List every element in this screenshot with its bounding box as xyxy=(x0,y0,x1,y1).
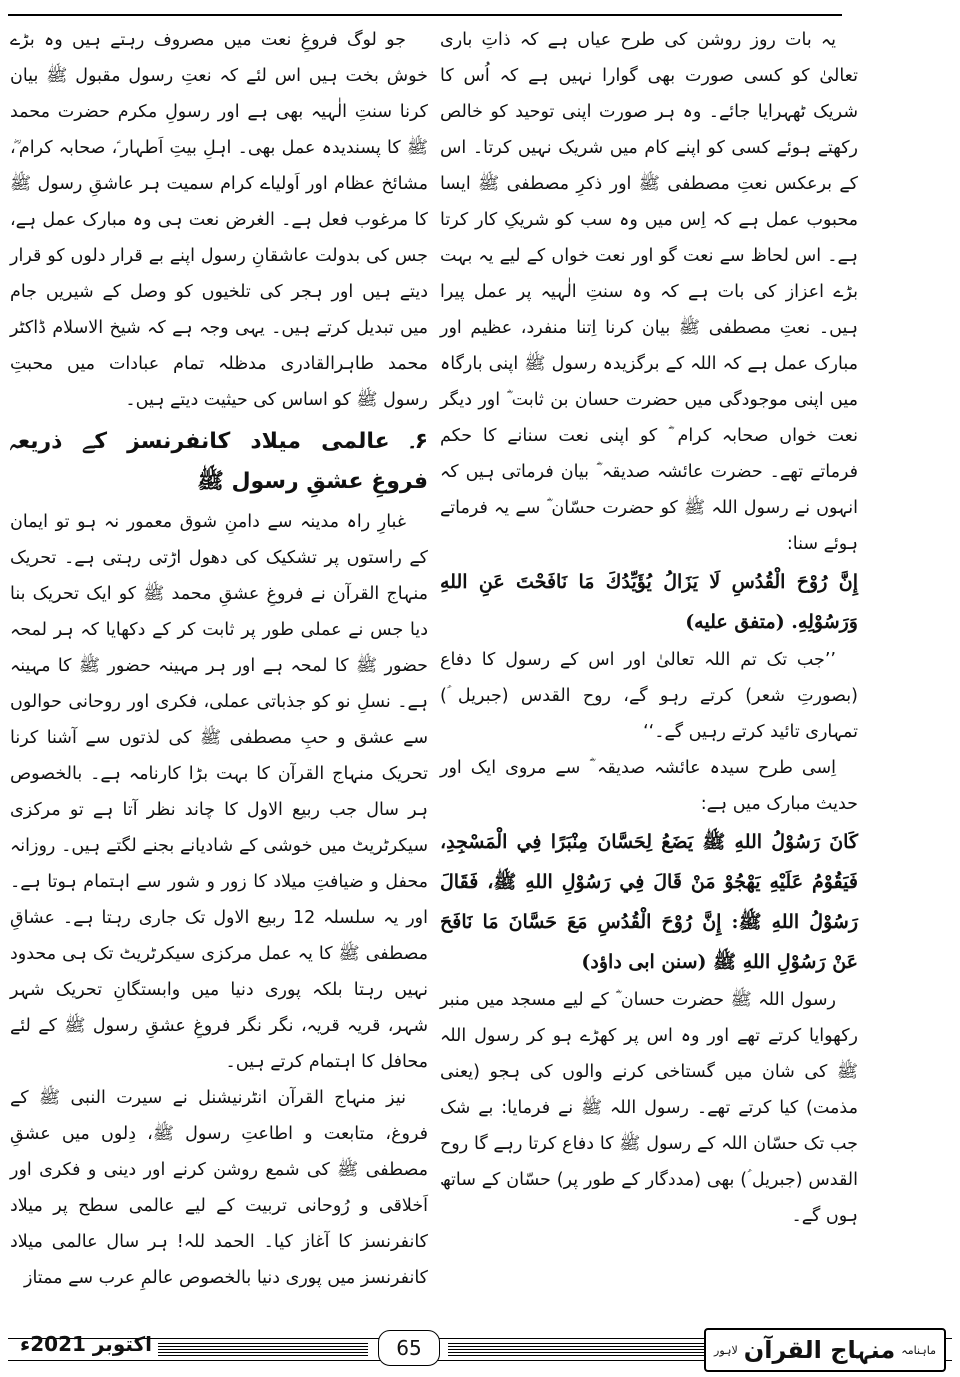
paragraph: یہ بات روز روشن کی طرح عیاں ہے کہ ذاتِ باری تعالیٰ کو کسی صورت بھی گوارا نہیں ہے کہ اُس کا شریک ٹھہرایا جائے۔ وہ ہر صورت اپنی توحید کو خالص رکھتے ہوئے کسی کو اپنے کام میں شریک نہیں کرتا۔ اس کے برعکس نعتِ مصطفی ﷺ اور ذکرِ مصطفی ﷺ ایسا محبوب عمل ہے کہ اِس میں وہ سب کو شریکِ کار کرتا ہے۔ اس لحاظ سے نعت گو اور نعت خواں کے لیے یہ بہت بڑے اعزاز کی بات ہے کہ وہ سنتِ الٰہیہ پر عمل پیرا ہیں۔ نعتِ مصطفی ﷺ بیان کرنا اِتنا منفرد، عظیم اور مبارک عمل ہے کہ اللہ کے برگزیدہ رسول ﷺ اپنی بارگاہ میں اپنی موجودگی میں حضرت حسان بن ثابت ؓ اور دیگر نعت خواں صحابہ کرام ؓ کو اپنی نعت سنانے کا حکم فرماتے تھے۔ حضرت عائشہ صدیقہ ؓ بیان فرماتی ہیں کہ انہوں نے رسول اللہ ﷺ کو حضرت حسّان ؓ سے یہ فرماتے ہوئے سنا: xyxy=(440,30,858,554)
paragraph: جو لوگ فروغِ نعت میں مصروف رہتے ہیں وہ بڑے خوش بخت ہیں اس لئے کہ نعتِ رسول مقبول ﷺ بیان کرنا سنتِ الٰہیہ بھی ہے اور رسولِ مکرم حضرت محمد ﷺ کا پسندیدہ عمل بھی۔ اہلِ بیتِ اَطہار ؑ، صحابہ کرام ؓ، مشائخ عظام اور اَولیاے کرام سمیت ہر عاشقِ رسول ﷺ کا مرغوب فعل ہے۔ الغرض نعت ہی وہ مبارک عمل ہے، جس کی بدولت عاشقانِ رسول اپنے بے قرار دلوں کو قرار دیتے ہیں اور ہجر کی تلخیوں کو وصل کے شیریں جام میں تبدیل کرتے ہیں۔ یہی وجہ ہے کہ شیخ الاسلام ڈاکٹر محمد طاہرالقادری مدظلہ تمام عبادات میں محبتِ رسول ﷺ کو اساس کی حیثیت دیتے ہیں۔ xyxy=(10,30,428,410)
footer-hatch-left xyxy=(158,1342,368,1356)
brand-suffix: لاہور xyxy=(714,1343,738,1357)
brand-name: منہاج القرآن xyxy=(743,1336,896,1364)
left-column xyxy=(10,22,428,1296)
paragraph: غبارِ راہ مدینہ سے دامنِ شوق معمور نہ ہو تو ایمان کے راستوں پر تشکیک کی دھول اڑتی رہتی ہے۔ تحریک منہاج القرآن نے فروغِ عشقِ محمد ﷺ کو ایک تحریک بنا دیا جس نے عملی طور پر ثابت کر کے دکھایا کہ ہر لمحہ حضور ﷺ کا لمحہ ہے اور ہر مہینہ حضور ﷺ کا مہینہ ہے۔ نسلِ نو کو جذباتی عملی، فکری اور روحانی حوالوں سے عشق و حبِ مصطفی ﷺ کی لذتوں سے آشنا کرنا تحریک منہاج القرآن کا بہت بڑا کارنامہ ہے۔ بالخصوص ہر سال جب ربیع الاول کا چاند نظر آتا ہے تو مرکزی سیکرٹریٹ میں خوشی کے شادیانے بجنے لگتے ہیں۔ روزانہ محفل و ضیافتِ میلاد کا زور و شور سے اہتمام ہوتا ہے۔ اور یہ سلسلہ 12 ربیع الاول تک جاری رہتا ہے۔ عشاقِ مصطفی ﷺ کا یہ عمل مرکزی سیکرٹریٹ تک ہی محدود نہیں رہتا بلکہ پوری دنیا میں وابستگانِ تحریک شہر شہر، قریہ قریہ، نگر نگر فروغِ عشقِ رسول ﷺ کے لئے محافل کا اہتمام کرتے ہیں۔ xyxy=(10,512,428,1072)
top-rule xyxy=(8,14,842,16)
hadith-quote: إِنَّ رُوْحَ الْقُدُسِ لَا يَزَالُ يُؤَيِّدُكَ مَا نَافَحْتَ عَنِ اللهِ وَرَسُوْلِهِ. (متفق عليه) xyxy=(440,571,858,633)
paragraph: رسول اللہ ﷺ حضرت حسان ؓ کے لیے مسجد میں منبر رکھوایا کرتے تھے اور وہ اس پر کھڑے ہو کر رسول اللہ ﷺ کی شان میں گستاخی کرنے والوں کی ہجو (یعنی مذمت) کیا کرتے تھے۔ رسول اللہ ﷺ نے فرمایا: بے شک جب تک حسّان اللہ کے رسول ﷺ کا دفاع کرتا رہے گا روح القدس (جبریل ؑ) بھی (مددگار کے طور پر) حسّان کے ساتھ ہوں گے۔ xyxy=(440,990,858,1226)
magazine-logo xyxy=(704,1328,946,1372)
issue-date: اکتوبر 2021ء xyxy=(20,1332,153,1356)
brand-prefix: ماہنامہ xyxy=(901,1343,936,1357)
page-footer xyxy=(8,1328,952,1372)
hadith-quote: كَانَ رَسُوْلُ اللهِ ﷺ يَضَعُ لِحَسَّانَ مِنْبَرًا فِي الْمَسْجِدِ، فَيَقُوْمُ عَلَيْهِ يَهْجُوْ مَنْ قَالَ فِي رَسُوْلِ اللهِ ﷺ، فَقَالَ رَسُوْلُ اللهِ ﷺ: إِنَّ رُوْحَ الْقُدُسِ مَعَ حَسَّانَ مَا نَافَحَ عَنْ رَسُوْلِ اللهِ ﷺ (سنن ابی داؤد) xyxy=(440,831,858,973)
page-number: 65 xyxy=(378,1330,440,1366)
section-heading: ۶۔ عالمی میلاد کانفرنسز کے ذریعہ فروغِ عشقِ رسول ﷺ xyxy=(10,429,428,494)
paragraph: نیز منہاج القرآن انٹرنیشنل نے سیرت النبی ﷺ کے فروغ، متابعت و اطاعتِ رسول ﷺ، دِلوں میں عشقِ مصطفی ﷺ کی شمع روشن کرنے اور دینی و فکری اور اَخلاقی و رُوحانی تربیت کے لیے عالمی سطح پر میلاد کانفرنسز کا آغاز کیا۔ الحمد للہ! ہر سال عالمی میلاد کانفرنسز میں پوری دنیا بالخصوص عالمِ عرب سے ممتاز xyxy=(10,1088,428,1288)
right-column xyxy=(440,22,858,1234)
paragraph: ’’جب تک تم اللہ تعالیٰ اور اس کے رسول کا دفاع (بصورتِ شعر) کرتے رہو گے، روح القدس (جبریل ؑ) تمہاری تائید کرتے رہیں گے۔‘‘ xyxy=(440,650,858,742)
paragraph: اِسی طرح سیدہ عائشہ صدیقہ ؓ سے مروی ایک اور حدیث مبارک میں ہے: xyxy=(440,758,858,814)
